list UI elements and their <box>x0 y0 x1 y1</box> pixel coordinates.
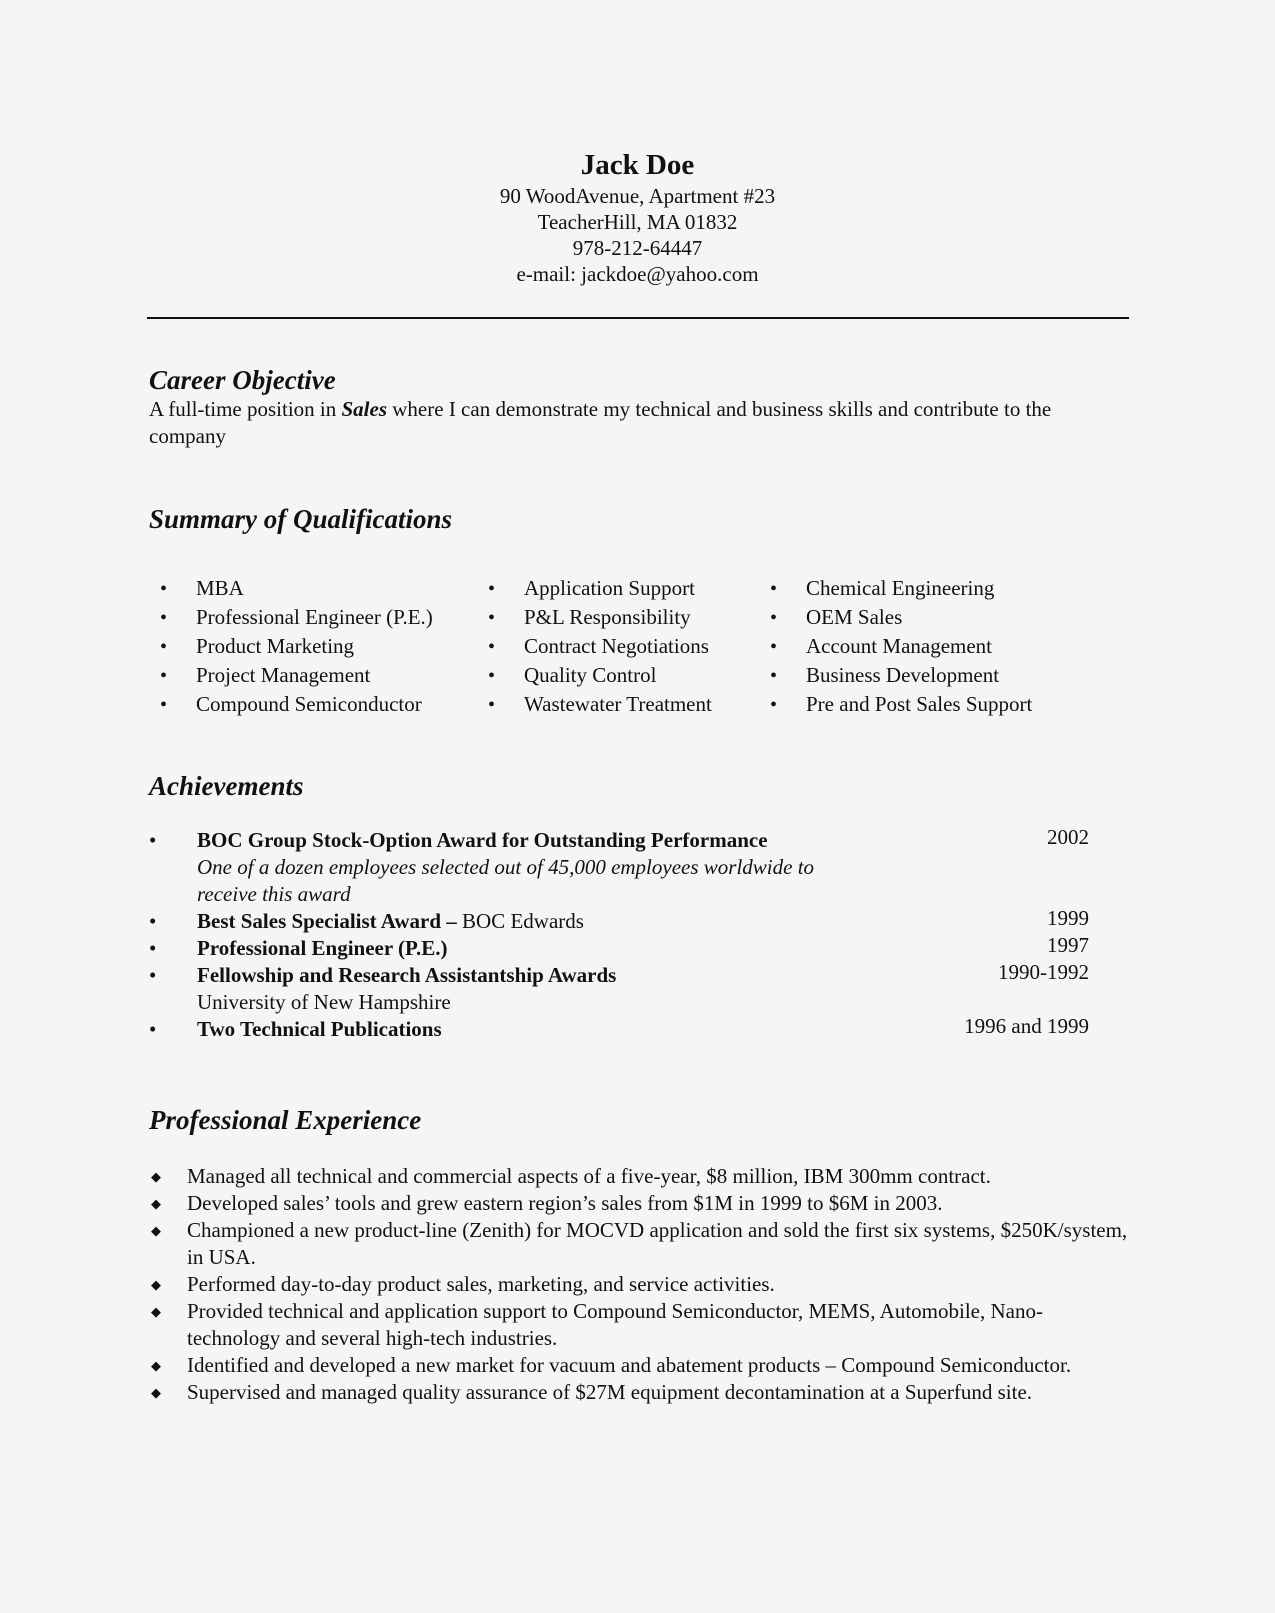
achievement-item <box>149 962 1089 1016</box>
qualifications-column-1 <box>160 574 433 719</box>
qualification-item: • Product Marketing <box>160 632 433 661</box>
qualification-item: • Chemical Engineering <box>770 574 1032 603</box>
experience-item: ◆ Performed day-to-day product sales, marketing, and service activities. <box>151 1271 1131 1298</box>
experience-list <box>151 1163 1131 1406</box>
bullet-icon <box>770 661 806 690</box>
qualification-item: • Application Support <box>488 574 712 603</box>
achievement-year: 1997 <box>1047 933 1089 957</box>
qualification-item: • Project Management <box>160 661 433 690</box>
qualification-item: • Pre and Post Sales Support <box>770 690 1032 719</box>
experience-item: ◆ Developed sales’ tools and grew eastern region’s sales from $1M in 1999 to $6M in 2003. <box>151 1190 1131 1217</box>
section-title-qualifications: Summary of Qualifications <box>149 504 453 534</box>
achievement-item <box>149 1016 1089 1043</box>
applicant-name: Jack Doe <box>580 149 695 181</box>
achievement-year: 1996 and 1999 <box>964 1014 1089 1038</box>
section-title-career-objective: Career Objective <box>149 365 336 395</box>
qualification-item: • Compound Semiconductor <box>160 690 433 719</box>
experience-item: ◆ Identified and developed a new market for vacuum and abatement products – Compound Semiconductor. <box>151 1352 1131 1379</box>
bullet-icon <box>770 574 806 603</box>
achievement-title: BOC Group Stock-Option Award for Outstanding Performance <box>197 828 768 852</box>
qualification-item: • P&L Responsibility <box>488 603 712 632</box>
achievement-item <box>149 935 1089 962</box>
achievement-title: Fellowship and Research Assistantship Awards <box>197 963 617 987</box>
section-title-experience: Professional Experience <box>149 1105 422 1135</box>
achievement-year: 1999 <box>1047 906 1089 930</box>
section-title-achievements: Achievements <box>149 771 304 801</box>
objective-text-before: A full-time position in <box>149 397 342 421</box>
phone-number: 978-212-64447 <box>572 236 703 260</box>
email-address: e-mail: jackdoe@yahoo.com <box>516 262 759 286</box>
qualification-item: • Quality Control <box>488 661 712 690</box>
achievement-item <box>149 827 1089 908</box>
achievement-title: Best Sales Specialist Award – <box>197 909 457 933</box>
bullet-icon <box>160 603 196 632</box>
qualification-item: • Contract Negotiations <box>488 632 712 661</box>
bullet-icon <box>160 661 196 690</box>
bullet-icon <box>770 603 806 632</box>
achievement-item <box>149 908 1089 935</box>
qualification-item: • Business Development <box>770 661 1032 690</box>
achievement-title: Two Technical Publications <box>197 1017 442 1041</box>
bullet-icon <box>160 574 196 603</box>
header-divider <box>147 317 1129 319</box>
qualification-item: • Account Management <box>770 632 1032 661</box>
bullet-icon <box>160 632 196 661</box>
experience-item: ◆ Provided technical and application support to Compound Semiconductor, MEMS, Automobile, Nano-technology and several high-tech industries. <box>151 1298 1131 1352</box>
bullet-icon <box>488 661 524 690</box>
experience-item: ◆ Managed all technical and commercial aspects of a five-year, $8 million, IBM 300mm contract. <box>151 1163 1131 1190</box>
achievement-organization: BOC Edwards <box>456 909 584 933</box>
achievement-title: Professional Engineer (P.E.) <box>197 936 448 960</box>
achievement-note: One of a dozen employees selected out of 45,000 employees worldwide to receive this award <box>197 855 815 906</box>
achievements-list <box>149 827 1089 1043</box>
experience-item: ◆ Championed a new product-line (Zenith) for MOCVD application and sold the first six systems, $250K/system, in USA. <box>151 1217 1131 1271</box>
qualification-item: • Wastewater Treatment <box>488 690 712 719</box>
resume-header <box>0 147 1275 287</box>
objective-text-after: where I can demonstrate my technical and business skills and contribute to the company <box>149 397 1052 448</box>
qualification-item: • Professional Engineer (P.E.) <box>160 603 433 632</box>
achievement-institution: University of New Hampshire <box>197 990 451 1014</box>
career-objective-text <box>149 396 1109 450</box>
qualifications-column-2 <box>488 574 712 719</box>
bullet-icon <box>488 574 524 603</box>
qualification-item: • OEM Sales <box>770 603 1032 632</box>
bullet-icon <box>160 690 196 719</box>
address-line-2: TeacherHill, MA 01832 <box>537 210 738 234</box>
address-line-1: 90 WoodAvenue, Apartment #23 <box>499 184 776 208</box>
bullet-icon <box>488 632 524 661</box>
achievement-year: 1990-1992 <box>998 960 1089 984</box>
achievement-year: 2002 <box>1047 825 1089 849</box>
bullet-icon <box>770 690 806 719</box>
bullet-icon <box>770 632 806 661</box>
experience-item: ◆ Supervised and managed quality assurance of $27M equipment decontamination at a Superfund site. <box>151 1379 1131 1406</box>
qualifications-column-3 <box>770 574 1032 719</box>
bullet-icon <box>488 690 524 719</box>
bullet-icon <box>488 603 524 632</box>
qualification-item: • MBA <box>160 574 433 603</box>
objective-emphasis: Sales <box>341 397 388 421</box>
